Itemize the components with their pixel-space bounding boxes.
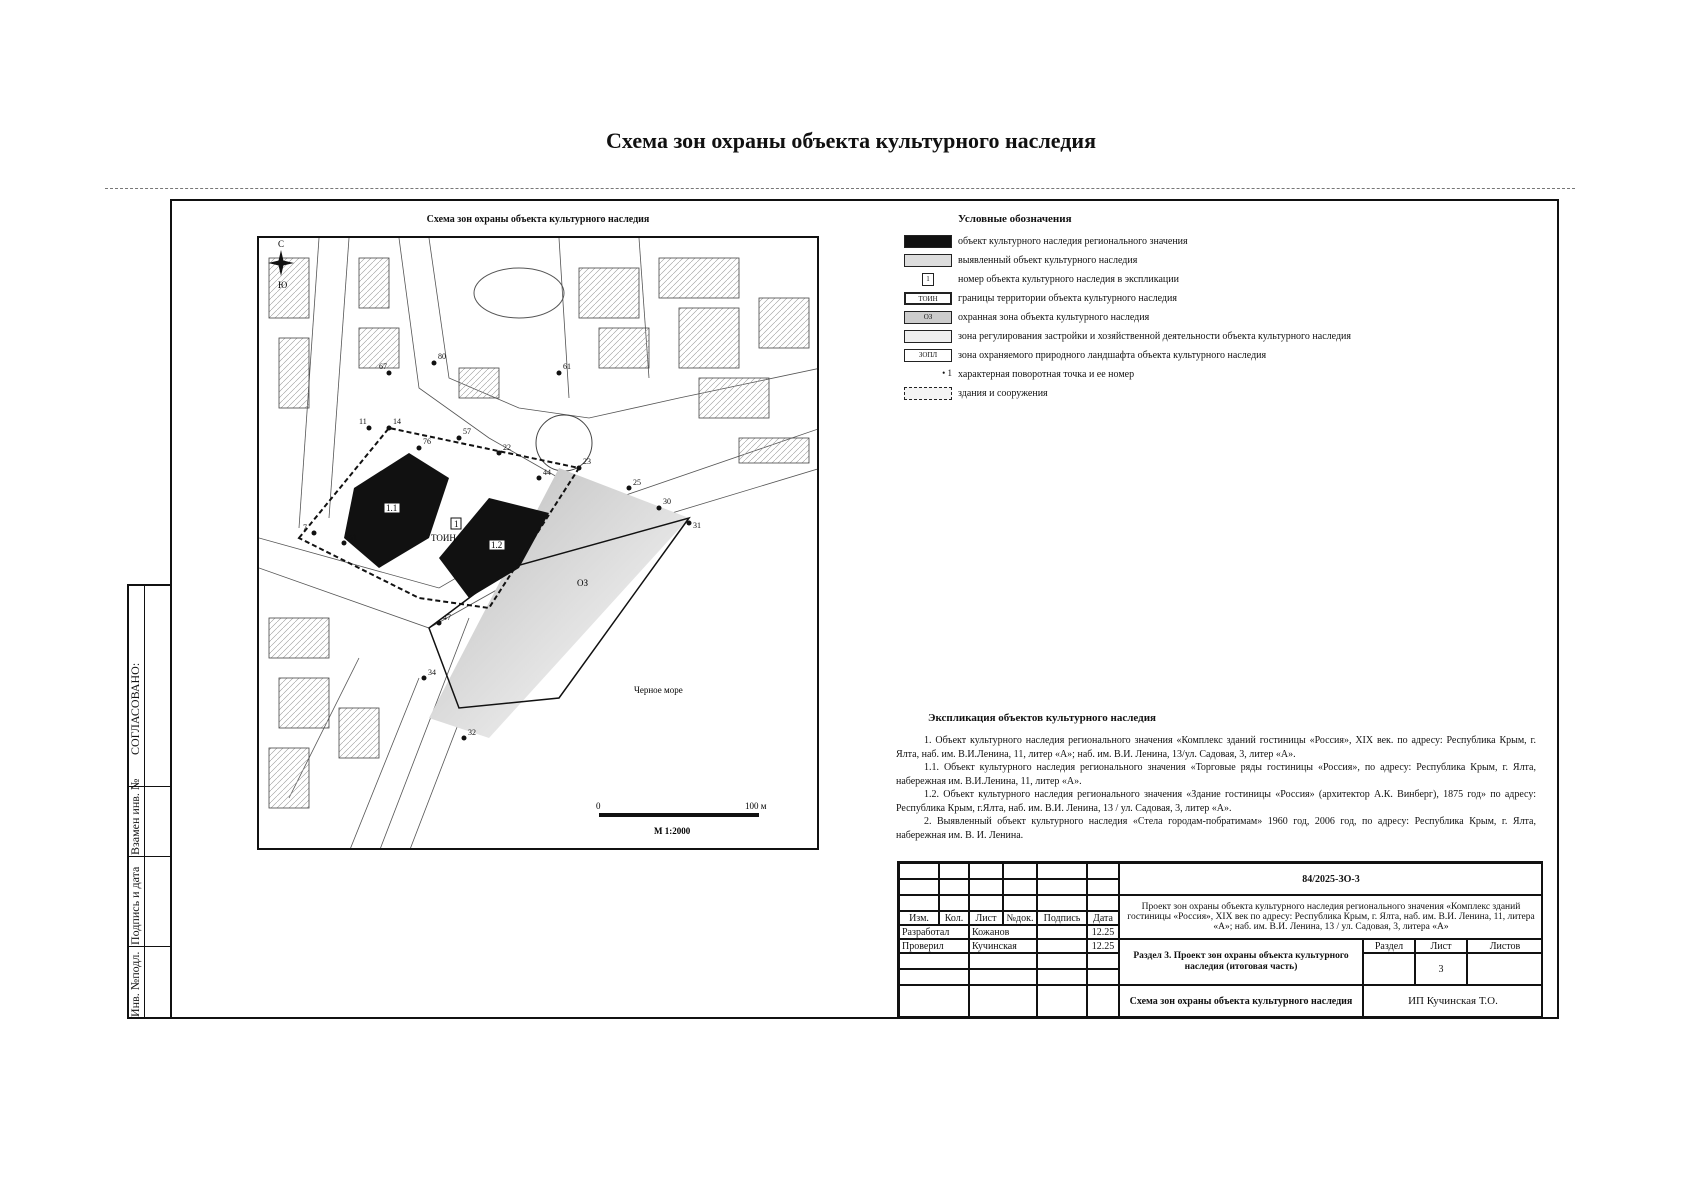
developer-role: Разработал <box>899 925 969 939</box>
legend-swatch <box>904 254 952 267</box>
sheet-number: 3 <box>1415 953 1467 985</box>
checker-role: Проверил <box>899 939 969 953</box>
agreed-label: СОГЛАСОВАНО: <box>128 662 142 755</box>
legend-item: ТОИН границы территории объекта культурного наследия <box>904 290 1177 306</box>
svg-text:32: 32 <box>468 728 476 737</box>
trim-line <box>105 188 1575 189</box>
checker-date: 12.25 <box>1087 939 1119 953</box>
legend-item: объект культурного наследия регионального значения <box>904 233 1188 249</box>
header-razdel: Раздел <box>1363 939 1415 953</box>
svg-text:Ю: Ю <box>278 280 288 290</box>
explication-title: Экспликация объектов культурного наследия <box>928 712 1156 724</box>
svg-text:ОЗ: ОЗ <box>577 578 589 588</box>
svg-text:76: 76 <box>423 437 431 446</box>
sheet-name: Схема зон охраны объекта культурного наследия <box>1119 985 1363 1018</box>
legend-item: ЗОПЛ зона охраняемого природного ландшафта объекта культурного наследия <box>904 347 1266 363</box>
checker-name: Кучинская <box>969 939 1037 953</box>
legend-swatch: • 1 <box>942 367 952 378</box>
legend-item: зона регулирования застройки и хозяйственной деятельности объекта культурного наследия <box>904 328 1351 344</box>
legend-item: 1 номер объекта культурного наследия в экспликации <box>904 271 1179 287</box>
explication-item: 1.1. Объект культурного наследия регионального значения «Торговые ряды гостиницы «Россия», по адресу: Республика Крым, г. Ялта, набережная им. В.И.Ленина, 11, литер «А». <box>896 762 1536 787</box>
legend-swatch <box>904 330 952 343</box>
developer-date: 12.25 <box>1087 925 1119 939</box>
replace-inv-label: Взамен инв. № <box>128 778 142 855</box>
inv-orig-label: Инв. №подл. <box>128 951 142 1017</box>
svg-text:22: 22 <box>503 443 511 452</box>
svg-text:1.1: 1.1 <box>386 503 398 513</box>
svg-text:30: 30 <box>663 497 671 506</box>
project-title: Проект зон охраны объекта культурного наследия регионального значения «Комплекс зданий гостиницы «Россия», XIX век по адресу: Республика Крым, г. Ялта, наб. им. В.И. Ленина, 11, литера «А»; наб. им. В.И. Ленина, 13 / ул. Садовая, 3, литера «А» <box>1119 895 1543 939</box>
legend-swatch: ЗОПЛ <box>904 349 952 362</box>
svg-text:11: 11 <box>359 417 367 426</box>
signature-date-label: Подпись и дата <box>128 866 142 945</box>
organization: ИП Кучинская Т.О. <box>1363 985 1543 1018</box>
svg-text:100 м: 100 м <box>745 801 767 811</box>
svg-text:34: 34 <box>428 668 436 677</box>
page-title: Схема зон охраны объекта культурного наследия <box>606 128 1096 153</box>
legend-swatch: ОЗ <box>904 311 952 324</box>
svg-text:47: 47 <box>443 613 451 622</box>
legend-item: здания и сооружения <box>904 385 1048 401</box>
svg-text:67: 67 <box>379 362 387 371</box>
legend-item: выявленный объект культурного наследия <box>904 252 1137 268</box>
svg-text:25: 25 <box>633 478 641 487</box>
legend-item: ОЗ охранная зона объекта культурного наследия <box>904 309 1149 325</box>
legend-item: • 1 характерная поворотная точка и ее номер <box>904 366 1134 382</box>
explication-item: 2. Выявленный объект культурного наследия «Стела городам-побратимам» 1960 год, 2006 год, по адресу: Республика Крым, г. Ялта, набережная им. В. И. Ленина. <box>896 816 1536 841</box>
legend-swatch: 1 <box>922 273 934 286</box>
svg-text:57: 57 <box>463 427 471 436</box>
header-sheet: Лист <box>1415 939 1467 953</box>
svg-text:М 1:2000: М 1:2000 <box>654 826 691 836</box>
svg-text:ТОИН: ТОИН <box>431 533 456 543</box>
document-code: 84/2025-ЗО-3 <box>1119 863 1543 895</box>
svg-text:1.2: 1.2 <box>491 540 503 550</box>
svg-text:44: 44 <box>543 468 551 477</box>
explication-text <box>896 734 1536 842</box>
legend-swatch: ТОИН <box>904 292 952 305</box>
header-kol: Кол. <box>939 911 969 925</box>
svg-text:51: 51 <box>349 533 357 542</box>
map-drawing <box>259 238 819 850</box>
svg-text:23: 23 <box>583 457 591 466</box>
svg-text:1: 1 <box>454 519 459 529</box>
svg-text:0: 0 <box>596 801 601 811</box>
explication-item: 1.2. Объект культурного наследия регионального значения «Здание гостиницы «Россия» (архитектор А.К. Винберг), 1875 год» по адресу: Республика Крым, г.Ялта, наб. им. В.И. Ленина, 13 / ул. Садовая, 3, литер «А». <box>896 789 1536 814</box>
svg-text:61: 61 <box>563 362 571 371</box>
legend-title: Условные обозначения <box>958 213 1072 225</box>
header-list: Лист <box>969 911 1003 925</box>
header-ndok: №док. <box>1003 911 1037 925</box>
scale-bar <box>596 801 767 836</box>
header-sheets-total: Листов <box>1467 939 1543 953</box>
svg-text:С: С <box>278 239 285 249</box>
park-outline <box>474 268 564 318</box>
section-title: Раздел 3. Проект зон охраны объекта культурного наследия (итоговая часть) <box>1119 939 1363 985</box>
header-izm: Изм. <box>899 911 939 925</box>
developer-name: Кожанов <box>969 925 1037 939</box>
explication-item: 1. Объект культурного наследия регионального значения «Комплекс зданий гостиницы «Россия», XIX век. по адресу: Республика Крым, г. Ялта, наб. им. В.И.Ленина, 11, литер «А»; наб. им. В.И. Ленина, 13/ул. Садовая, 3, литер «А». <box>896 735 1536 760</box>
header-data: Дата <box>1087 911 1119 925</box>
legend-swatch <box>904 387 952 400</box>
legend-swatch <box>904 235 952 248</box>
title-block <box>897 861 1543 1018</box>
map-title: Схема зон охраны объекта культурного наследия <box>426 214 650 225</box>
site-map <box>257 236 819 850</box>
header-podpis: Подпись <box>1037 911 1087 925</box>
svg-text:31: 31 <box>693 521 701 530</box>
svg-text:Черное море: Черное море <box>634 685 683 695</box>
svg-text:14: 14 <box>393 417 401 426</box>
svg-text:7: 7 <box>303 523 307 532</box>
svg-text:80: 80 <box>438 352 446 361</box>
